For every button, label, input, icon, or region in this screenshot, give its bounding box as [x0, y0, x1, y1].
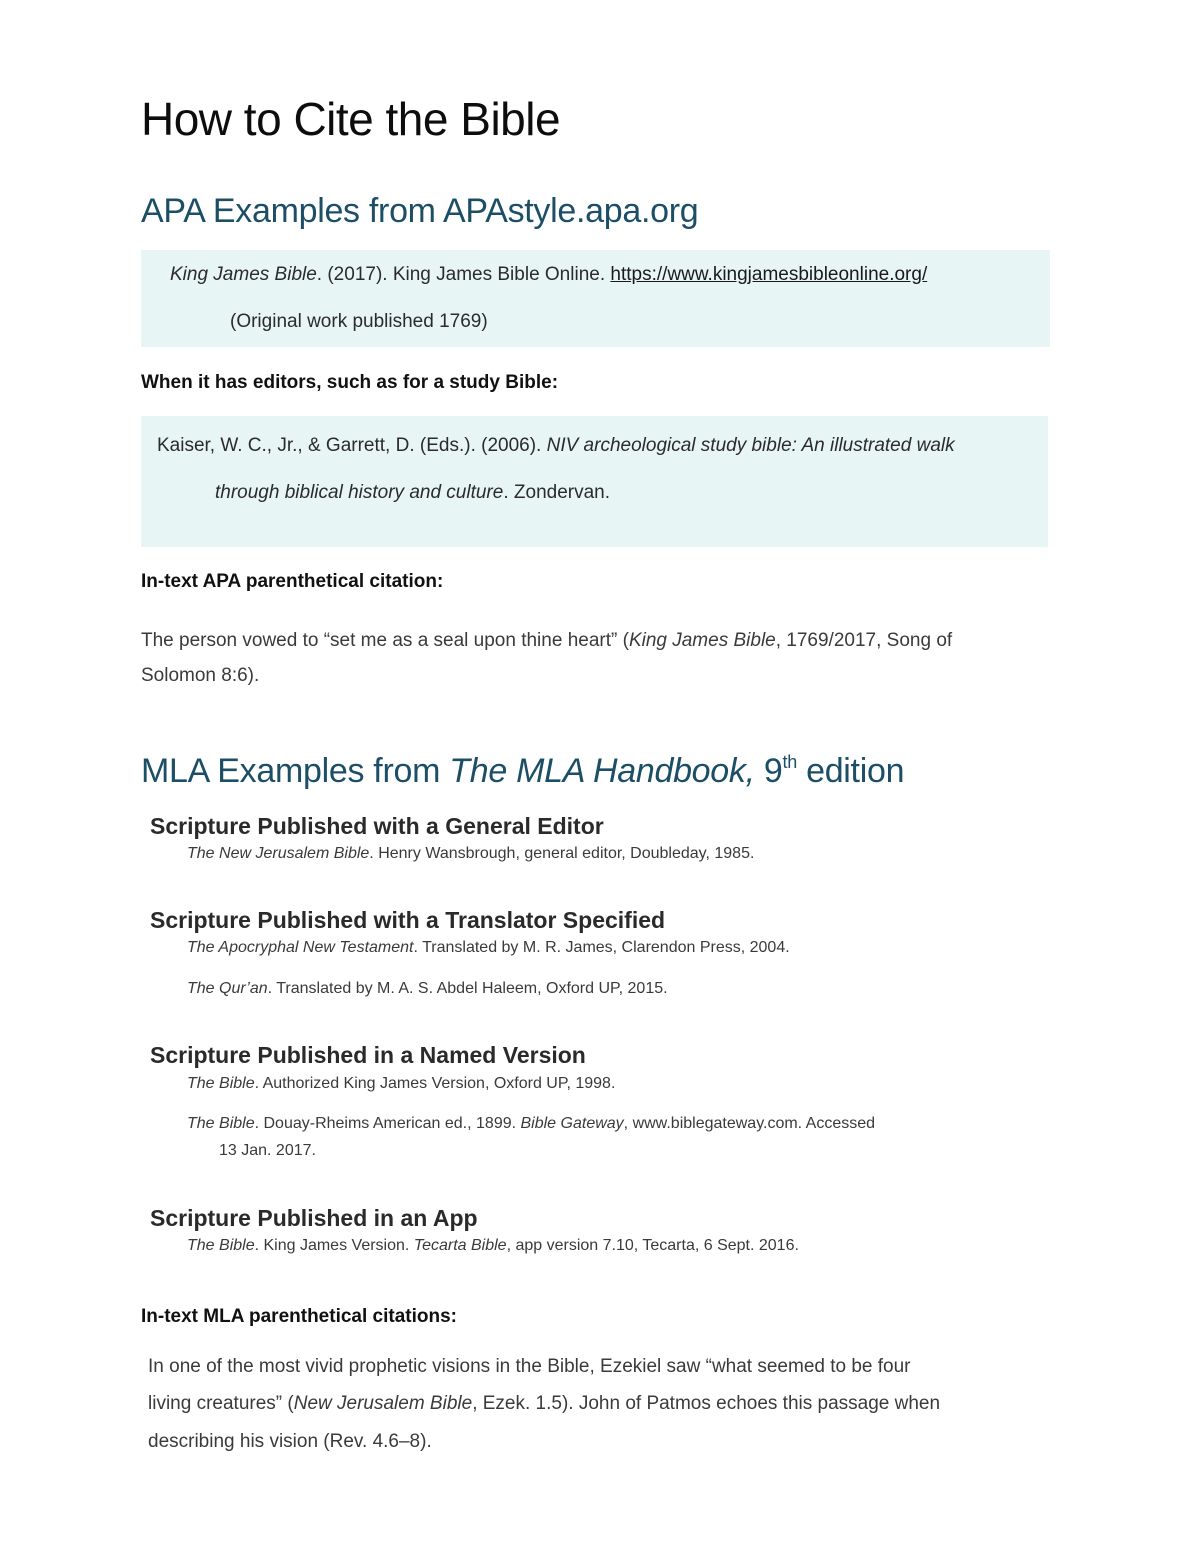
mla-entry: The Qur’an. Translated by M. A. S. Abdel Haleem, Oxford UP, 2015.	[187, 980, 668, 997]
mla-intext-label: In-text MLA parenthetical citations:	[141, 1306, 457, 1327]
apa-intext-line2: Solomon 8:6).	[141, 665, 260, 686]
apa-example-line1: King James Bible. (2017). King James Bible Online. https://www.kingjamesbibleonline.org/	[170, 264, 928, 285]
mla-intext-line3: describing his vision (Rev. 4.6–8).	[148, 1431, 432, 1452]
mla-intext-line1: In one of the most vivid prophetic visions in the Bible, Ezekiel saw “what seemed to be four	[148, 1356, 911, 1377]
mla-section-heading: Scripture Published in an App	[150, 1205, 478, 1231]
mla-entry: The New Jerusalem Bible. Henry Wansbrough, general editor, Doubleday, 1985.	[187, 845, 755, 862]
apa-example-title: King James Bible	[170, 264, 317, 285]
mla-entry: The Bible. Douay-Rheims American ed., 1899. Bible Gateway, www.biblegateway.com. Accessed	[187, 1115, 876, 1132]
mla-entry-continuation: 13 Jan. 2017.	[219, 1142, 316, 1159]
editors-label: When it has editors, such as for a study Bible:	[141, 372, 559, 393]
apa-editors-line2: through biblical history and culture. Zondervan.	[215, 482, 611, 503]
mla-section-heading: Scripture Published with a General Editor	[150, 813, 604, 839]
mla-entry: The Apocryphal New Testament. Translated by M. R. James, Clarendon Press, 2004.	[187, 939, 790, 956]
apa-intext-label: In-text APA parenthetical citation:	[141, 571, 444, 592]
apa-example-line2: (Original work published 1769)	[230, 311, 488, 332]
mla-entry: The Bible. Authorized King James Version, Oxford UP, 1998.	[187, 1075, 616, 1092]
mla-section-heading: Scripture Published with a Translator Specified	[150, 907, 666, 933]
mla-section-heading: Scripture Published in a Named Version	[150, 1042, 586, 1068]
kjv-online-link[interactable]: https://www.kingjamesbibleonline.org/	[610, 264, 928, 285]
apa-editors-line1: Kaiser, W. C., Jr., & Garrett, D. (Eds.). (2006). NIV archeological study bible: An illustrated walk	[157, 435, 955, 456]
mla-intext-line2: living creatures” (New Jerusalem Bible, Ezek. 1.5). John of Patmos echoes this passage when	[148, 1393, 941, 1414]
apa-intext-line1: The person vowed to “set me as a seal upon thine heart” (King James Bible, 1769/2017, Song of	[141, 630, 953, 651]
apa-heading: APA Examples from APAstyle.apa.org	[141, 192, 699, 230]
mla-entry: The Bible. King James Version. Tecarta Bible, app version 7.10, Tecarta, 6 Sept. 2016.	[187, 1237, 799, 1254]
page-title: How to Cite the Bible	[141, 93, 561, 145]
mla-heading: MLA Examples from The MLA Handbook, 9th edition	[141, 752, 905, 790]
